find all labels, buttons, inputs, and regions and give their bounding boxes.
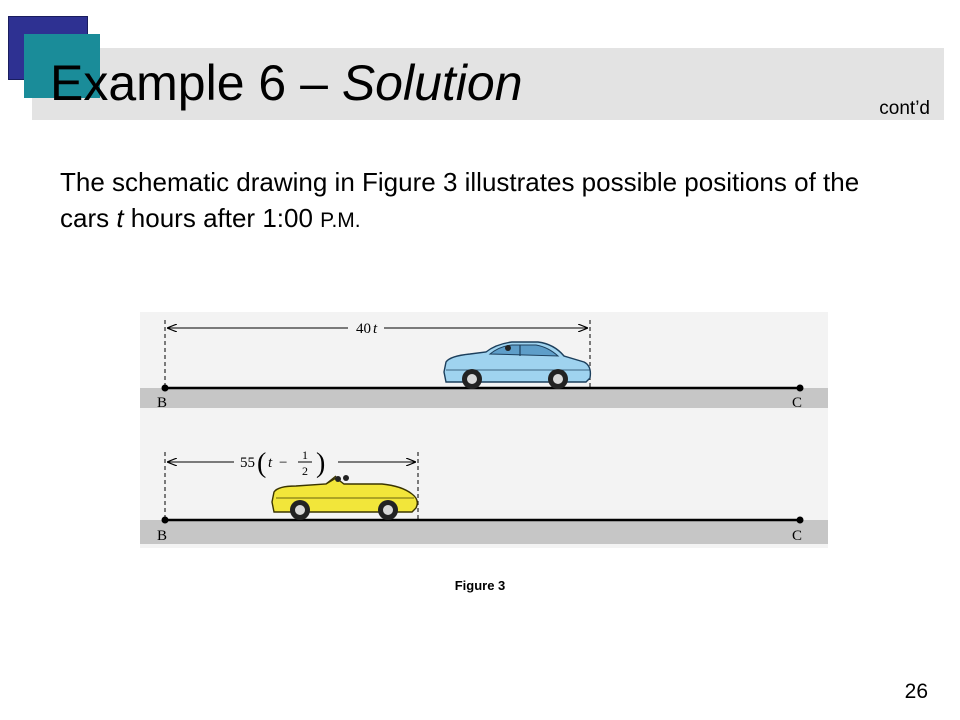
body-text-part1: The schematic drawing in Figure 3 illustrates possible positions of the cars [60, 167, 860, 233]
svg-text:−: − [279, 455, 288, 471]
svg-text:55: 55 [240, 455, 255, 471]
top-road-scenario [140, 320, 828, 411]
svg-text:t: t [268, 455, 273, 471]
top-point-c-label: C [792, 395, 803, 411]
svg-text:2: 2 [302, 464, 308, 478]
bottom-road-surface [140, 520, 828, 544]
svg-text:(: ( [257, 448, 267, 479]
top-point-c-dot [797, 385, 804, 392]
figure-3-drawing [140, 312, 828, 548]
top-distance-label: 40 t [356, 321, 378, 337]
figure-3 [140, 312, 828, 548]
bottom-road-scenario [140, 448, 828, 544]
bottom-point-b-label: B [157, 528, 168, 544]
svg-text:): ) [316, 448, 326, 479]
slide-title [50, 55, 523, 111]
figure-caption: Figure 3 [454, 578, 506, 593]
body-paragraph [60, 164, 860, 239]
bottom-point-c-label: C [792, 528, 803, 544]
slide-title-subtitle: Solution [341, 55, 523, 111]
body-variable-t: t [116, 203, 124, 233]
body-text-part2: hours after 1:00 [123, 203, 321, 233]
bottom-distance-label [240, 448, 325, 479]
yellow-car-icon [272, 475, 417, 520]
continued-label: cont’d [879, 98, 930, 119]
page-number: 26 [904, 680, 928, 703]
blue-car-icon [444, 342, 590, 389]
svg-text:1: 1 [302, 448, 308, 462]
body-time-pm: P.M. [320, 209, 361, 232]
slide-title-main: Example 6 – [50, 55, 342, 111]
bottom-point-c-dot [797, 517, 804, 524]
top-road-surface [140, 388, 828, 408]
top-point-b-label: B [157, 395, 168, 411]
